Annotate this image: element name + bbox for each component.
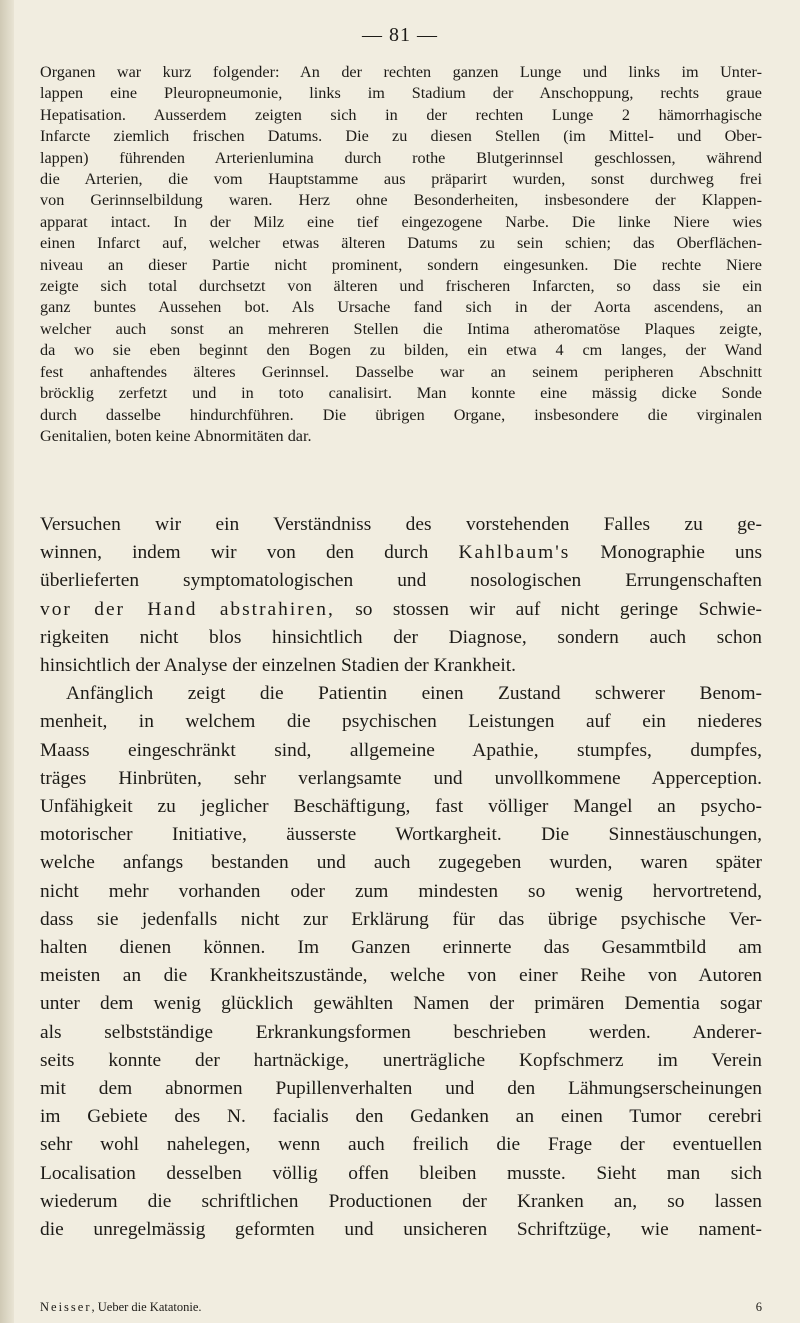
text-line: mit dem abnormen Pupillenverhalten und den Lähmungserscheinungen: [40, 1078, 762, 1100]
text-line: die Arterien, die vom Hauptstamme aus präparirt wurden, sonst durchweg frei: [40, 170, 762, 189]
emphasis-text: vor der Hand abstrahiren,: [40, 598, 335, 620]
text-line: hinsichtlich der Analyse der einzelnen Stadien der Krankheit.: [40, 655, 516, 677]
text-line: lappen) führenden Arterienlumina durch rothe Blutgerinnsel geschlossen, während: [40, 148, 762, 167]
text-line: motorischer Initiative, äusserste Wortkargheit. Die Sinnestäuschungen,: [40, 824, 762, 846]
text-line: apparat intact. In der Milz eine tief eingezogene Narbe. Die linke Niere wies: [40, 212, 762, 231]
text-line: dass sie jedenfalls nicht zur Erklärung für das übrige psychische Ver-: [40, 908, 762, 930]
text-line: die unregelmässig geformten und unsicheren Schriftzüge, wie nament-: [40, 1219, 762, 1241]
text-line: Hepatisation. Ausserdem zeigten sich in der rechten Lunge 2 hämorrhagische: [40, 105, 762, 124]
text-line: Anfänglich zeigt die Patientin einen Zustand schwerer Benom-: [66, 683, 762, 705]
text-segment: so stossen wir auf nicht geringe Schwie-: [334, 598, 763, 620]
text-line: Localisation desselben völlig offen bleiben musste. Sieht man sich: [40, 1162, 762, 1184]
text-line: unter dem wenig glücklich gewählten Namen der primären Dementia sogar: [40, 993, 762, 1015]
text-line: im Gebiete des N. facialis den Gedanken an einen Tumor cerebri: [40, 1106, 762, 1128]
page-footer: [40, 1300, 762, 1315]
text-line: da wo sie eben beginnt den Bogen zu bilden, ein etwa 4 cm langes, der Wand: [40, 341, 762, 360]
text-line: ganz buntes Aussehen bot. Als Ursache fand sich in der Aorta ascendens, an: [40, 298, 762, 317]
text-line: Versuchen wir ein Verständniss des vorstehenden Falles zu ge-: [40, 514, 762, 535]
footer-source: [40, 1300, 202, 1315]
footer-author: Neisser: [40, 1300, 92, 1314]
text-line: durch dasselbe hindurchführen. Die übrigen Organe, insbesondere die virginalen: [40, 405, 762, 424]
main-text: [40, 511, 762, 1244]
text-line: Infarcte ziemlich frischen Datums. Die zu diesen Stellen (im Mittel- und Ober-: [40, 127, 762, 146]
page-binding-edge: [0, 0, 14, 1323]
text-line: rigkeiten nicht blos hinsichtlich der Diagnose, sondern auch schon: [40, 626, 762, 648]
text-line: [40, 539, 762, 567]
text-line: als selbstständige Erkrankungsformen beschrieben werden. Anderer-: [40, 1021, 762, 1043]
text-line: Genitalien, boten keine Abnormitäten dar.: [40, 426, 312, 445]
text-line: Organen war kurz folgender: An der rechten ganzen Lunge und links im Unter-: [40, 63, 762, 81]
text-line: wiederum die schriftlichen Productionen der Kranken an, so lassen: [40, 1190, 762, 1212]
text-line: Maass eingeschränkt sind, allgemeine Apathie, stumpfes, dumpfes,: [40, 739, 762, 761]
text-line: welche anfangs bestanden und auch zugegeben wurden, waren später: [40, 852, 762, 874]
text-line: halten dienen können. Im Ganzen erinnerte das Gesammtbild am: [40, 937, 762, 959]
text-line: bröcklig zerfetzt und in toto canalisirt. Man konnte eine mässig dicke Sonde: [40, 384, 762, 403]
footer-title: , Ueber die Katatonie.: [91, 1300, 202, 1314]
text-line: [40, 596, 762, 624]
text-line: einen Infarct auf, welcher etwas älteren Datums zu sein schien; das Oberflächen-: [40, 234, 762, 253]
text-line: sehr wohl nahelegen, wenn auch freilich die Frage der eventuellen: [40, 1134, 762, 1156]
text-line: lappen eine Pleuropneumonie, links im Stadium der Anschoppung, rechts graue: [40, 84, 762, 103]
text-segment: winnen, indem wir von den durch: [40, 542, 459, 564]
text-line: träges Hinbrüten, sehr verlangsamte und unvollkommene Apperception.: [40, 767, 762, 789]
text-line: zeigte sich total durchsetzt von älteren und frischeren Infarcten, so dass sie ein: [40, 277, 762, 296]
text-line: seits konnte der hartnäckige, unerträgliche Kopfschmerz im Verein: [40, 1049, 762, 1071]
text-line: von Gerinnselbildung waren. Herz ohne Besonderheiten, insbesondere der Klappen-: [40, 191, 762, 210]
text-line: welcher auch sonst an mehreren Stellen die Intima atheromatöse Plaques zeigte,: [40, 319, 762, 338]
text-line: nicht mehr vorhanden oder zum mindesten so wenig hervortretend,: [40, 880, 762, 902]
text-segment: Monographie uns: [570, 542, 762, 564]
text-line: Unfähigkeit zu jeglicher Beschäftigung, fast völliger Mangel an psycho-: [40, 796, 762, 818]
text-line: überlieferten symptomatologischen und nosologischen Errungenschaften: [40, 570, 762, 592]
signature-mark: 6: [755, 1300, 762, 1314]
text-line: meisten an die Krankheitszustände, welche von einer Reihe von Autoren: [40, 965, 762, 987]
text-line: niveau an dieser Partie nicht prominent, sondern eingesunken. Die rechte Niere: [40, 255, 762, 274]
paragraph-symptoms: [40, 680, 762, 1244]
author-name-kahlbaum: Kahlbaum's: [458, 542, 571, 564]
text-line: menheit, in welchem die psychischen Leistungen auf ein niederes: [40, 711, 762, 733]
page-number: — 81 —: [362, 24, 438, 46]
paragraph-autopsy-report: [40, 62, 762, 447]
text-line: fest anhaftendes älteres Gerinnsel. Dasselbe war an seinem peripheren Abschnitt: [40, 362, 762, 381]
